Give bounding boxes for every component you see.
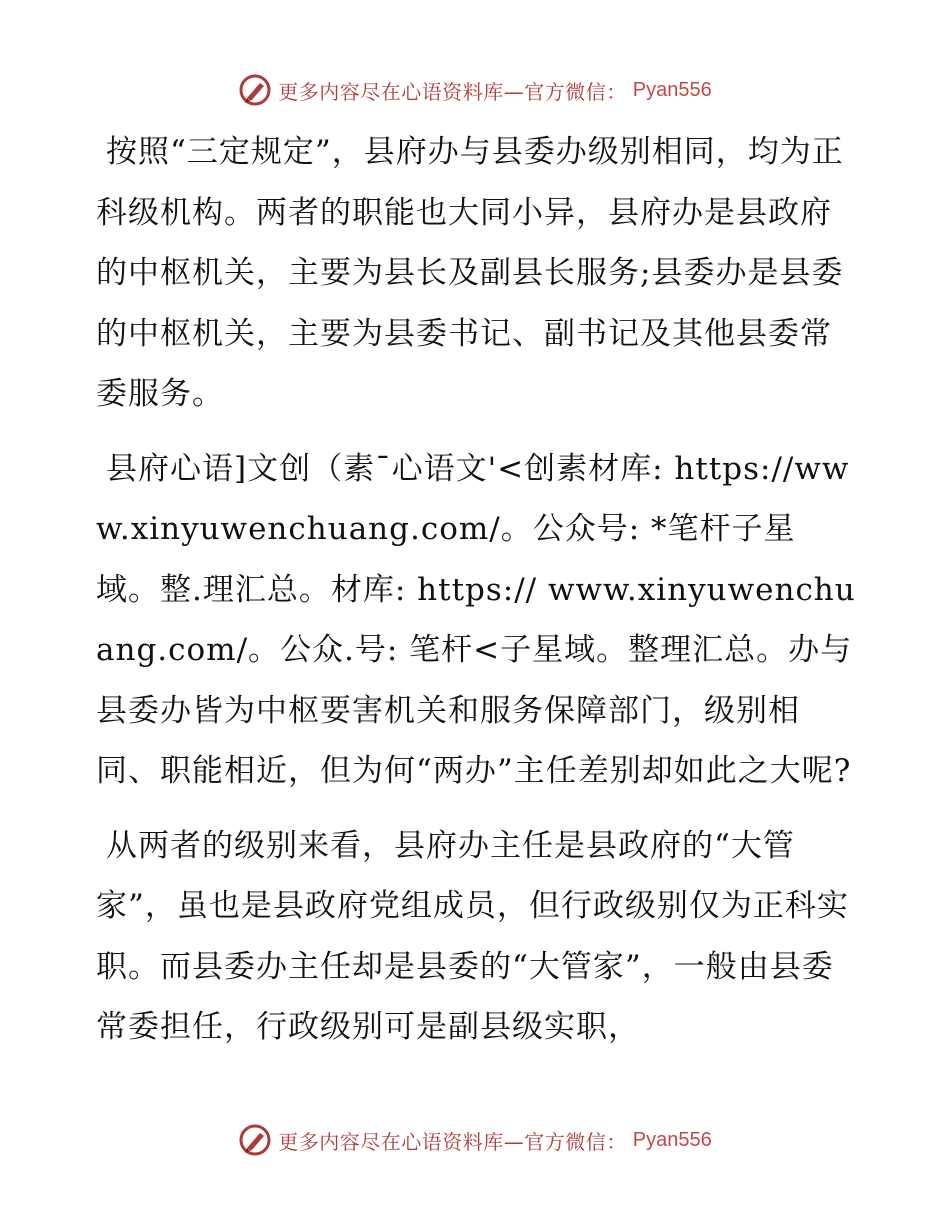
paragraph-2: 县府心语]文创（素¯心语文'<创素材库: https://www.xinyuwenchuang.com/。公众号: *笔杆子星域。整.理汇总。材库: https:// www.xinyuwenchuang.com/。公众.号: 笔杆<子星域。整理汇总。办与县委办皆为中枢要害机关和服务保障部门，级别相同、职能相近，但为何“两办”主任差别却如此之大呢? [96, 450, 856, 789]
paragraph-3: 从两者的级别来看，县府办主任是县政府的“大管家”，虽也是县政府党组成员，但行政级别仅为正科实职。而县委办主任却是县委的“大管家”，一般由县委常委担任，行政级别可是副县级实职， [96, 827, 849, 1045]
pen-logo-icon [238, 1123, 272, 1157]
watermark-id: Pyan556 [632, 78, 712, 101]
document-body [96, 122, 856, 1072]
paragraph-1: 按照“三定规定”，县府办与县委办级别相同，均为正科级机构。两者的职能也大同小异，县府办是县政府的中枢机关，主要为县长及副县长服务;县委办是县委的中枢机关，主要为县委书记、副书记及其他县委常委服务。 [96, 134, 844, 412]
watermark-header [0, 68, 950, 112]
pen-logo-icon [238, 73, 272, 107]
watermark-footer [0, 1118, 950, 1162]
watermark-text: 更多内容尽在心语资料库—官方微信： [278, 1129, 627, 1154]
watermark-id: Pyan556 [632, 1128, 712, 1151]
watermark-text: 更多内容尽在心语资料库—官方微信： [278, 79, 627, 104]
